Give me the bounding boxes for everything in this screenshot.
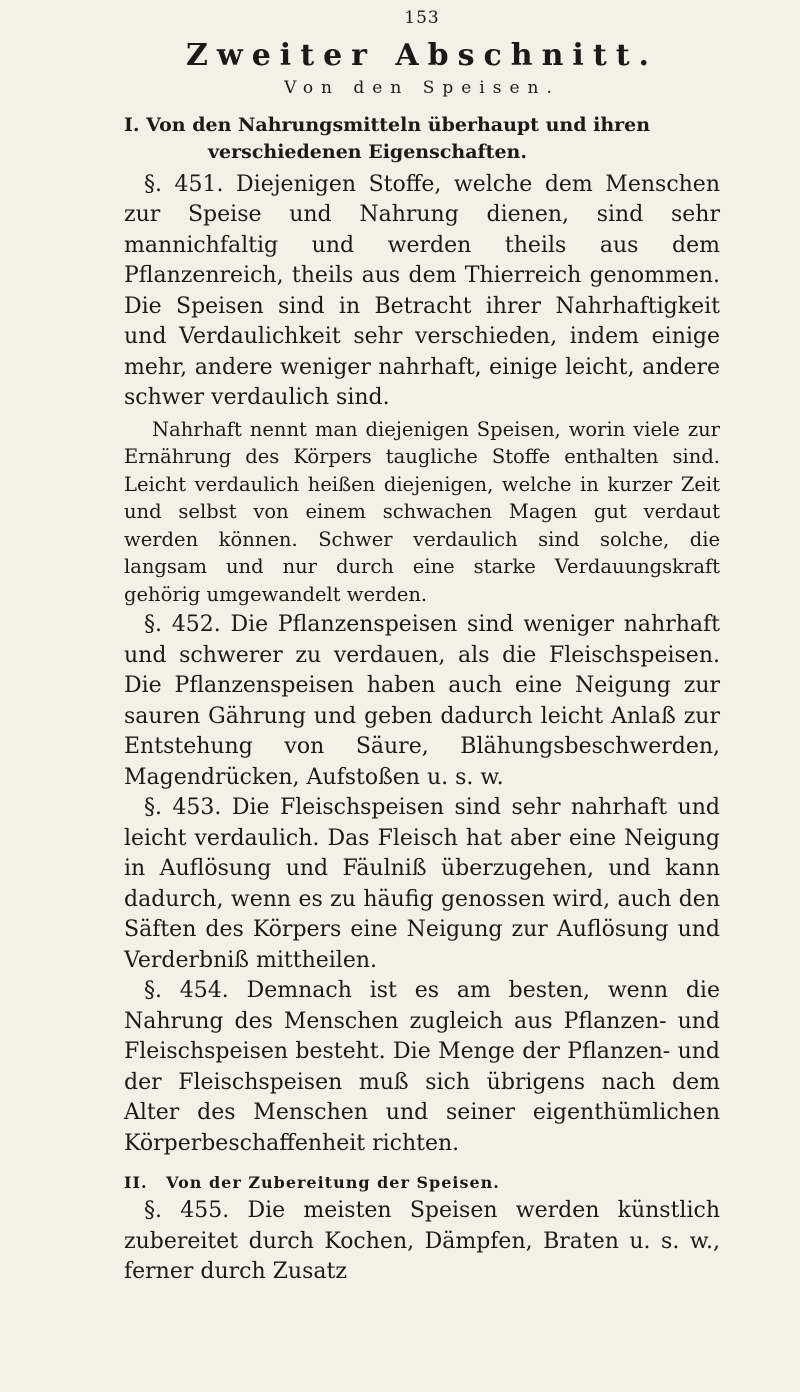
section-heading-2-text: Von der Zubereitung der Speisen. — [166, 1173, 500, 1192]
page-number: 153 — [404, 8, 440, 28]
note-451: Nahrhaft nennt man diejenigen Speisen, worin viele zur Ernährung des Körpers taugliche Stoffe enthalten sind. Leicht verdaulich heißen diejenigen, welche in kurzer Zeit und selbst von einem schwachen Magen gut verdaut werden können. Schwer verdaulich sind solche, die langsam und nur durch eine starke Verdauungskraft gehörig umgewandelt werden. — [124, 417, 720, 606]
paragraph-453: §. 453. Die Fleischspeisen sind sehr nahrhaft und leicht verdaulich. Das Fleisch hat aber eine Neigung in Auflösung und Fäulniß überzugehen, und kann dadurch, wenn es zu häufig genossen wird, auch den Säften des Körpers eine Neigung zur Auflösung und Verderbniß mittheilen. — [124, 795, 720, 973]
section-label-2: II. — [124, 1173, 148, 1192]
chapter-subtitle: Von den Speisen. — [284, 77, 560, 98]
section-label-1: I. — [124, 113, 140, 136]
section-heading-1-line1: Von den Nahrungsmitteln überhaupt und ihren — [146, 113, 651, 136]
paragraph-455: §. 455. Die meisten Speisen werden künstlich zubereitet durch Kochen, Dämpfen, Braten u. s. w., ferner durch Zusatz — [124, 1198, 720, 1284]
section-heading-1-line2: verschiedenen Eigenschaften. — [208, 140, 527, 163]
paragraph-452: §. 452. Die Pflanzenspeisen sind weniger nahrhaft und schwerer zu verdauen, als die Fleischspeisen. Die Pflanzenspeisen haben auch eine Neigung zur sauren Gährung und geben dadurch leicht Anlaß zur Entstehung von Säure, Blähungsbeschwerden, Magendrücken, Aufstoßen u. s. w. — [124, 612, 720, 790]
paragraph-451: §. 451. Diejenigen Stoffe, welche dem Menschen zur Speise und Nahrung dienen, sind sehr mannichfaltig und werden theils aus dem Pflanzenreich, theils aus dem Thierreich genommen. Die Speisen sind in Betracht ihrer Nahrhaftigkeit und Verdaulichkeit sehr verschieden, indem einige mehr, andere weniger nahrhaft, einige leicht, andere schwer verdaulich sind. — [124, 171, 720, 410]
section-heading-2 — [124, 1173, 720, 1192]
section-heading-1 — [124, 112, 720, 166]
chapter-title: Zweiter Abschnitt. — [186, 38, 658, 73]
paragraph-454: §. 454. Demnach ist es am besten, wenn die Nahrung des Menschen zugleich aus Pflanzen- und Fleischspeisen besteht. Die Menge der Pflanzen- und der Fleischspeisen muß sich übrigens nach dem Alter des Menschen und seiner eigenthümlichen Körperbeschaffenheit richten. — [124, 978, 720, 1156]
